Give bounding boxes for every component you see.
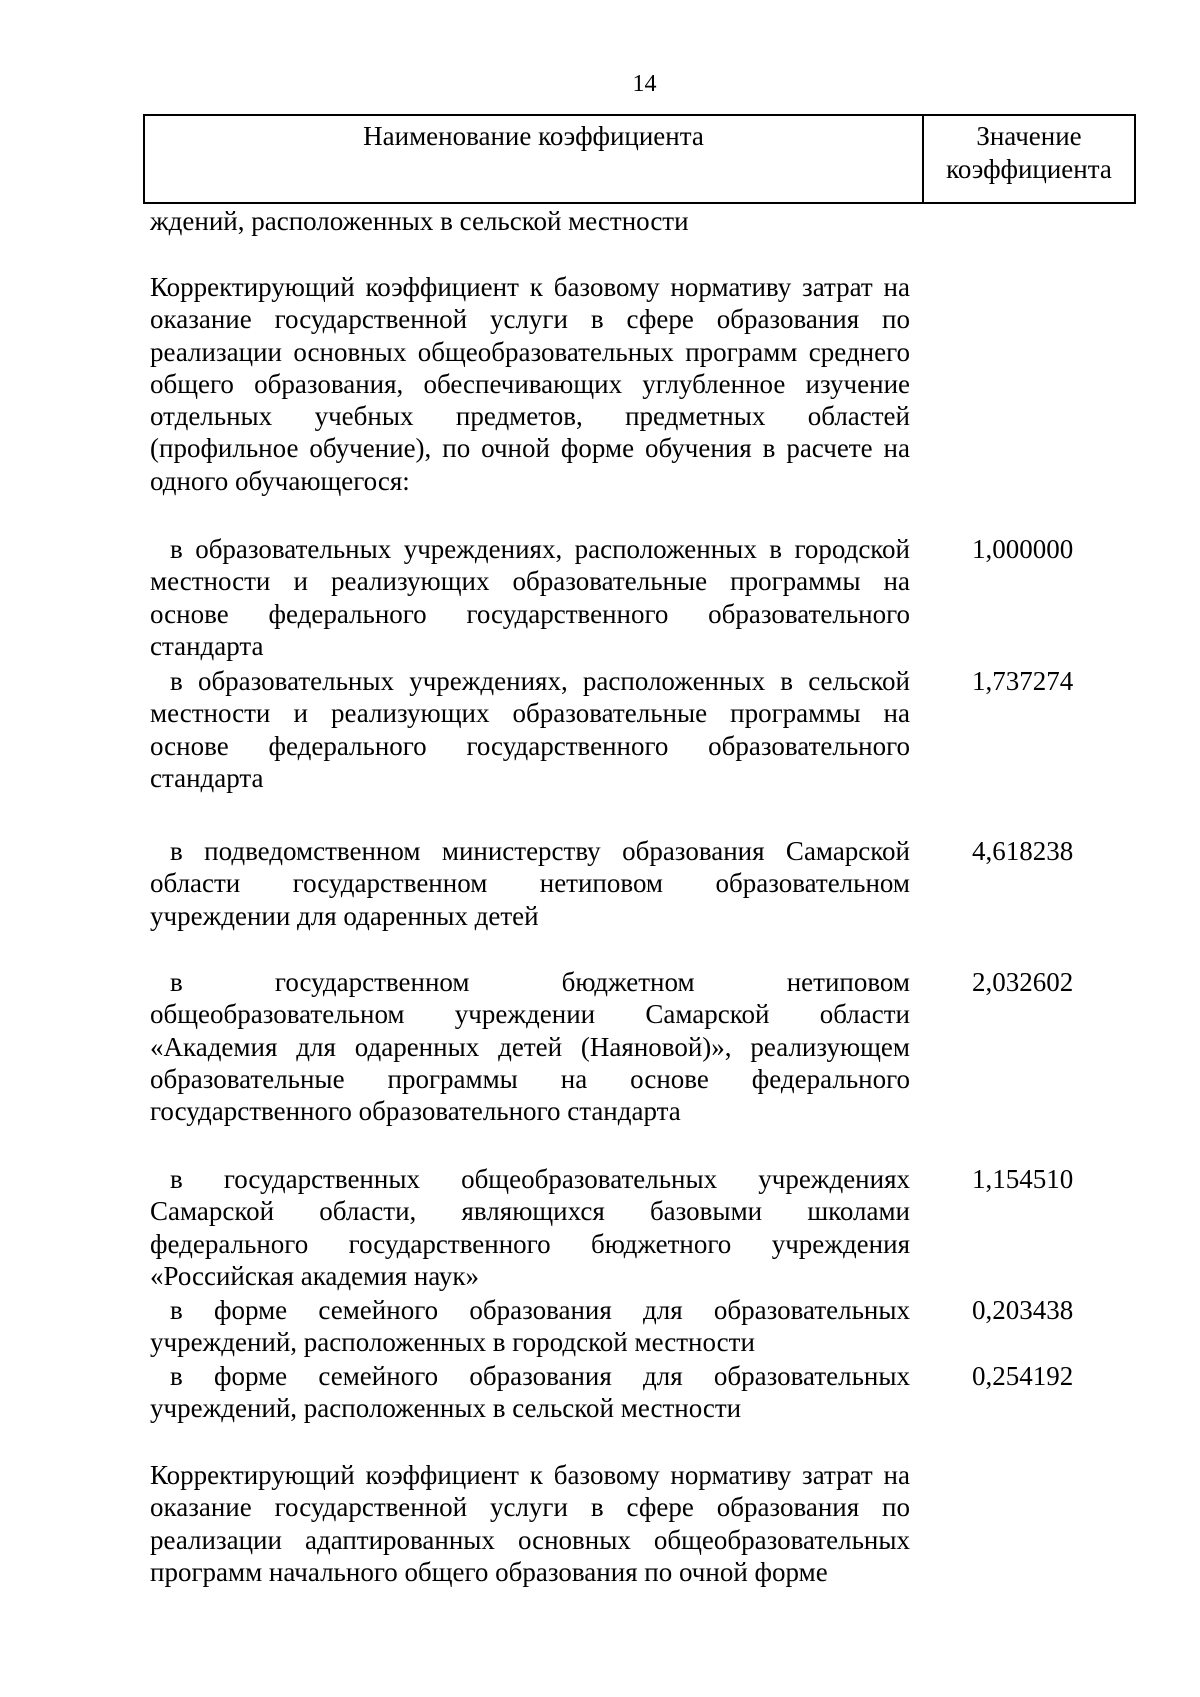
continuation-text: ждений, расположенных в сельской местности [150,206,689,236]
coefficient-table-header [143,114,1136,204]
coefficient-item-value: 1,000000 [972,534,1074,564]
coefficient-item-description: в образовательных учреждениях, расположенных в сельской местности и реализующих образовательные программы на основе федерального государственного образовательного стандарта [150,666,910,793]
coefficient-item-description: в государственных общеобразовательных учреждениях Самарской области, являющихся базовыми школами федерального государственного бюджетного учреждения «Российская академия наук» [150,1164,910,1291]
page-number: 14 [632,71,657,97]
coefficient-item-description: в государственном бюджетном нетиповом общеобразовательном учреждении Самарской области «Академия для одаренных детей (Наяновой)», реализующем образовательные программы на основе федерального государственного образовательного стандарта [150,967,910,1127]
coefficient-item-value: 4,618238 [972,836,1074,866]
section-intro-adapted: Корректирующий коэффициент к базовому нормативу затрат на оказание государственной услуги в сфере образования по реализации адаптированных основных общеобразовательных программ начального общего образования по очной форме [150,1460,910,1587]
coefficient-item-value: 0,203438 [972,1295,1074,1325]
coefficient-item-value: 1,154510 [972,1164,1074,1194]
coefficient-item-value: 2,032602 [972,967,1074,997]
coefficient-item-value: 1,737274 [972,666,1074,696]
section-intro: Корректирующий коэффициент к базовому нормативу затрат на оказание государственной услуги в сфере образования по реализации основных общеобразовательных программ среднего общего образования, обеспечивающих углубленное изучение отдельных учебных предметов, предметных областей (профильное обучение), по очной форме обучения в расчете на одного обучающегося: [150,272,910,496]
coefficient-item-description: в форме семейного образования для образовательных учреждений, расположенных в городской местности [150,1295,910,1358]
header-coefficient-name: Наименование коэффициента [144,115,923,203]
header-coefficient-value: Значение коэффициента [923,115,1135,203]
coefficient-item-description: в образовательных учреждениях, расположенных в городской местности и реализующих образовательные программы на основе федерального государственного образовательного стандарта [150,534,910,661]
coefficient-item-description: в форме семейного образования для образовательных учреждений, расположенных в сельской местности [150,1361,910,1424]
coefficient-item-value: 0,254192 [972,1361,1074,1391]
coefficient-item-description: в подведомственном министерству образования Самарской области государственном нетиповом образовательном учреждении для одаренных детей [150,836,910,931]
